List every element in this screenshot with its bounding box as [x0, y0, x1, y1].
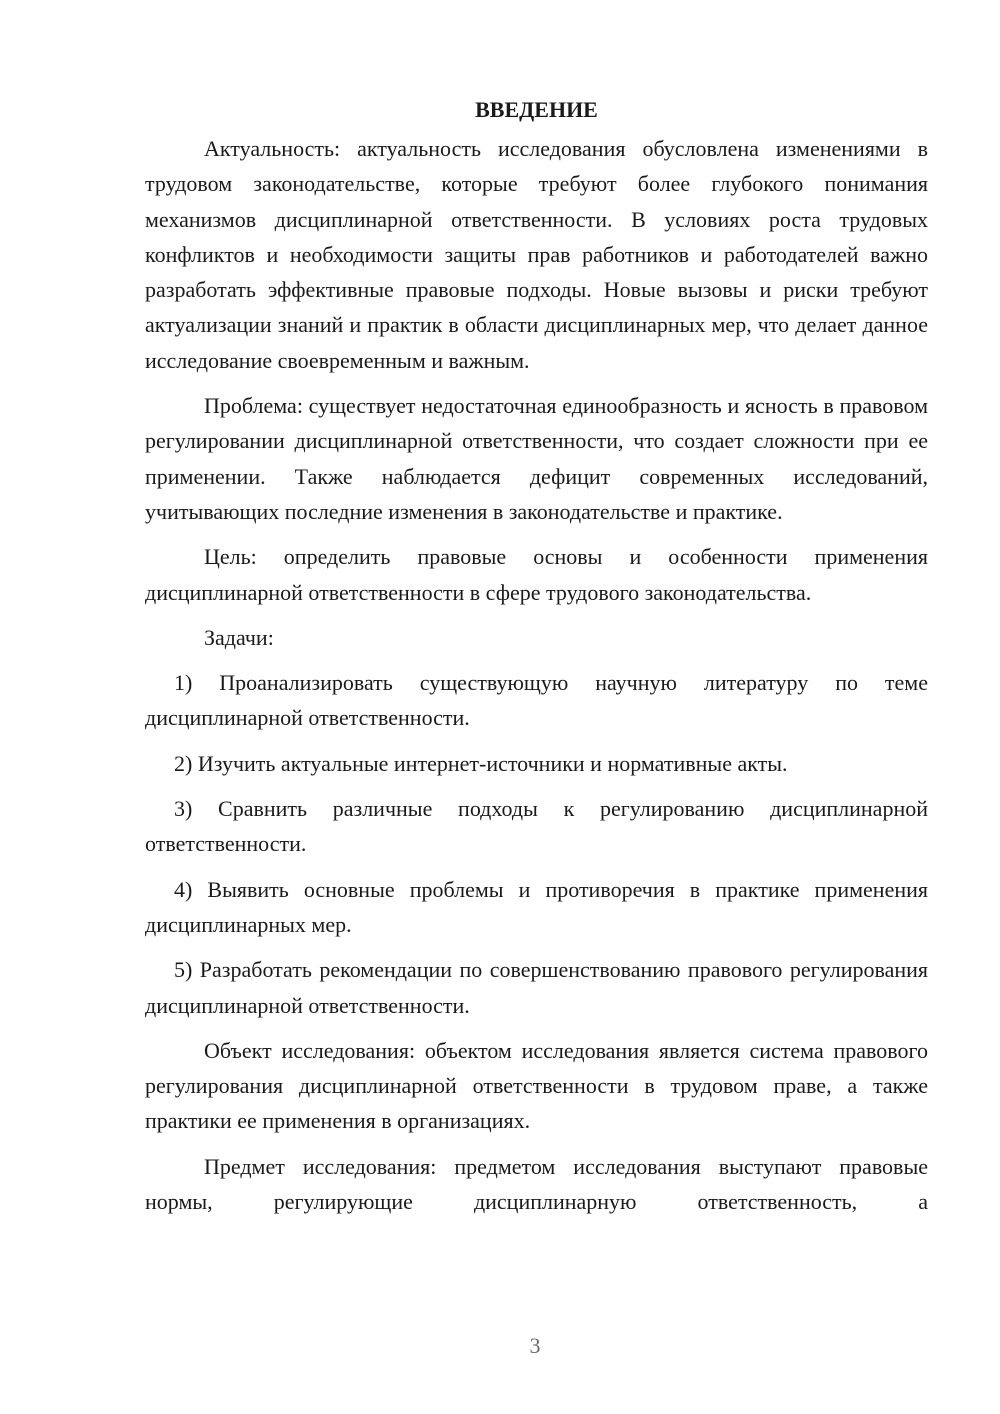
task-item: 2) Изучить актуальные интернет-источники и нормативные акты. [174, 750, 788, 776]
task-item: 1) Проанализировать существующую научную литературу по теме дисциплинарной ответственности. [145, 670, 928, 731]
task-item: 4) Выявить основные проблемы и противоречия в практике применения дисциплинарных мер. [145, 876, 928, 937]
page-content [145, 92, 928, 1219]
task-item: 3) Сравнить различные подходы к регулированию дисциплинарной ответственности. [145, 796, 928, 857]
paragraph-object: Объект исследования: объектом исследования является система правового регулирования дисциплинарной ответственности в трудовом праве, а также практики ее применения в организациях. [145, 1037, 928, 1134]
paragraph-problem: Проблема: существует недостаточная единообразность и ясность в правовом регулировании дисциплинарной ответственности, что создает сложности при ее применении. Также наблюдается дефицит современных исследований, учитывающих последние изменения в законодательстве и практике. [145, 393, 928, 524]
page-number: 3 [529, 1333, 541, 1358]
paragraph-goal: Цель: определить правовые основы и особенности применения дисциплинарной ответственности в сфере трудового законодательства. [145, 544, 928, 605]
section-title: ВВЕДЕНИЕ [475, 97, 598, 122]
paragraph-relevance: Актуальность: актуальность исследования обусловлена изменениями в трудовом законодательстве, которые требуют более глубокого понимания механизмов дисциплинарной ответственности. В условиях роста трудовых конфликтов и необходимости защиты прав работников и работодателей важно разработать эффективные правовые подходы. Новые вызовы и риски требуют актуализации знаний и практик в области дисциплинарных мер, что делает данное исследование своевременным и важным. [145, 136, 928, 373]
paragraph-subject: Предмет исследования: предметом исследования выступают правовые нормы, регулирующие дисциплинарную ответственность, а [145, 1153, 928, 1215]
task-item: 5) Разработать рекомендации по совершенствованию правового регулирования дисциплинарной ответственности. [145, 957, 928, 1018]
tasks-heading: Задачи: [204, 624, 274, 650]
